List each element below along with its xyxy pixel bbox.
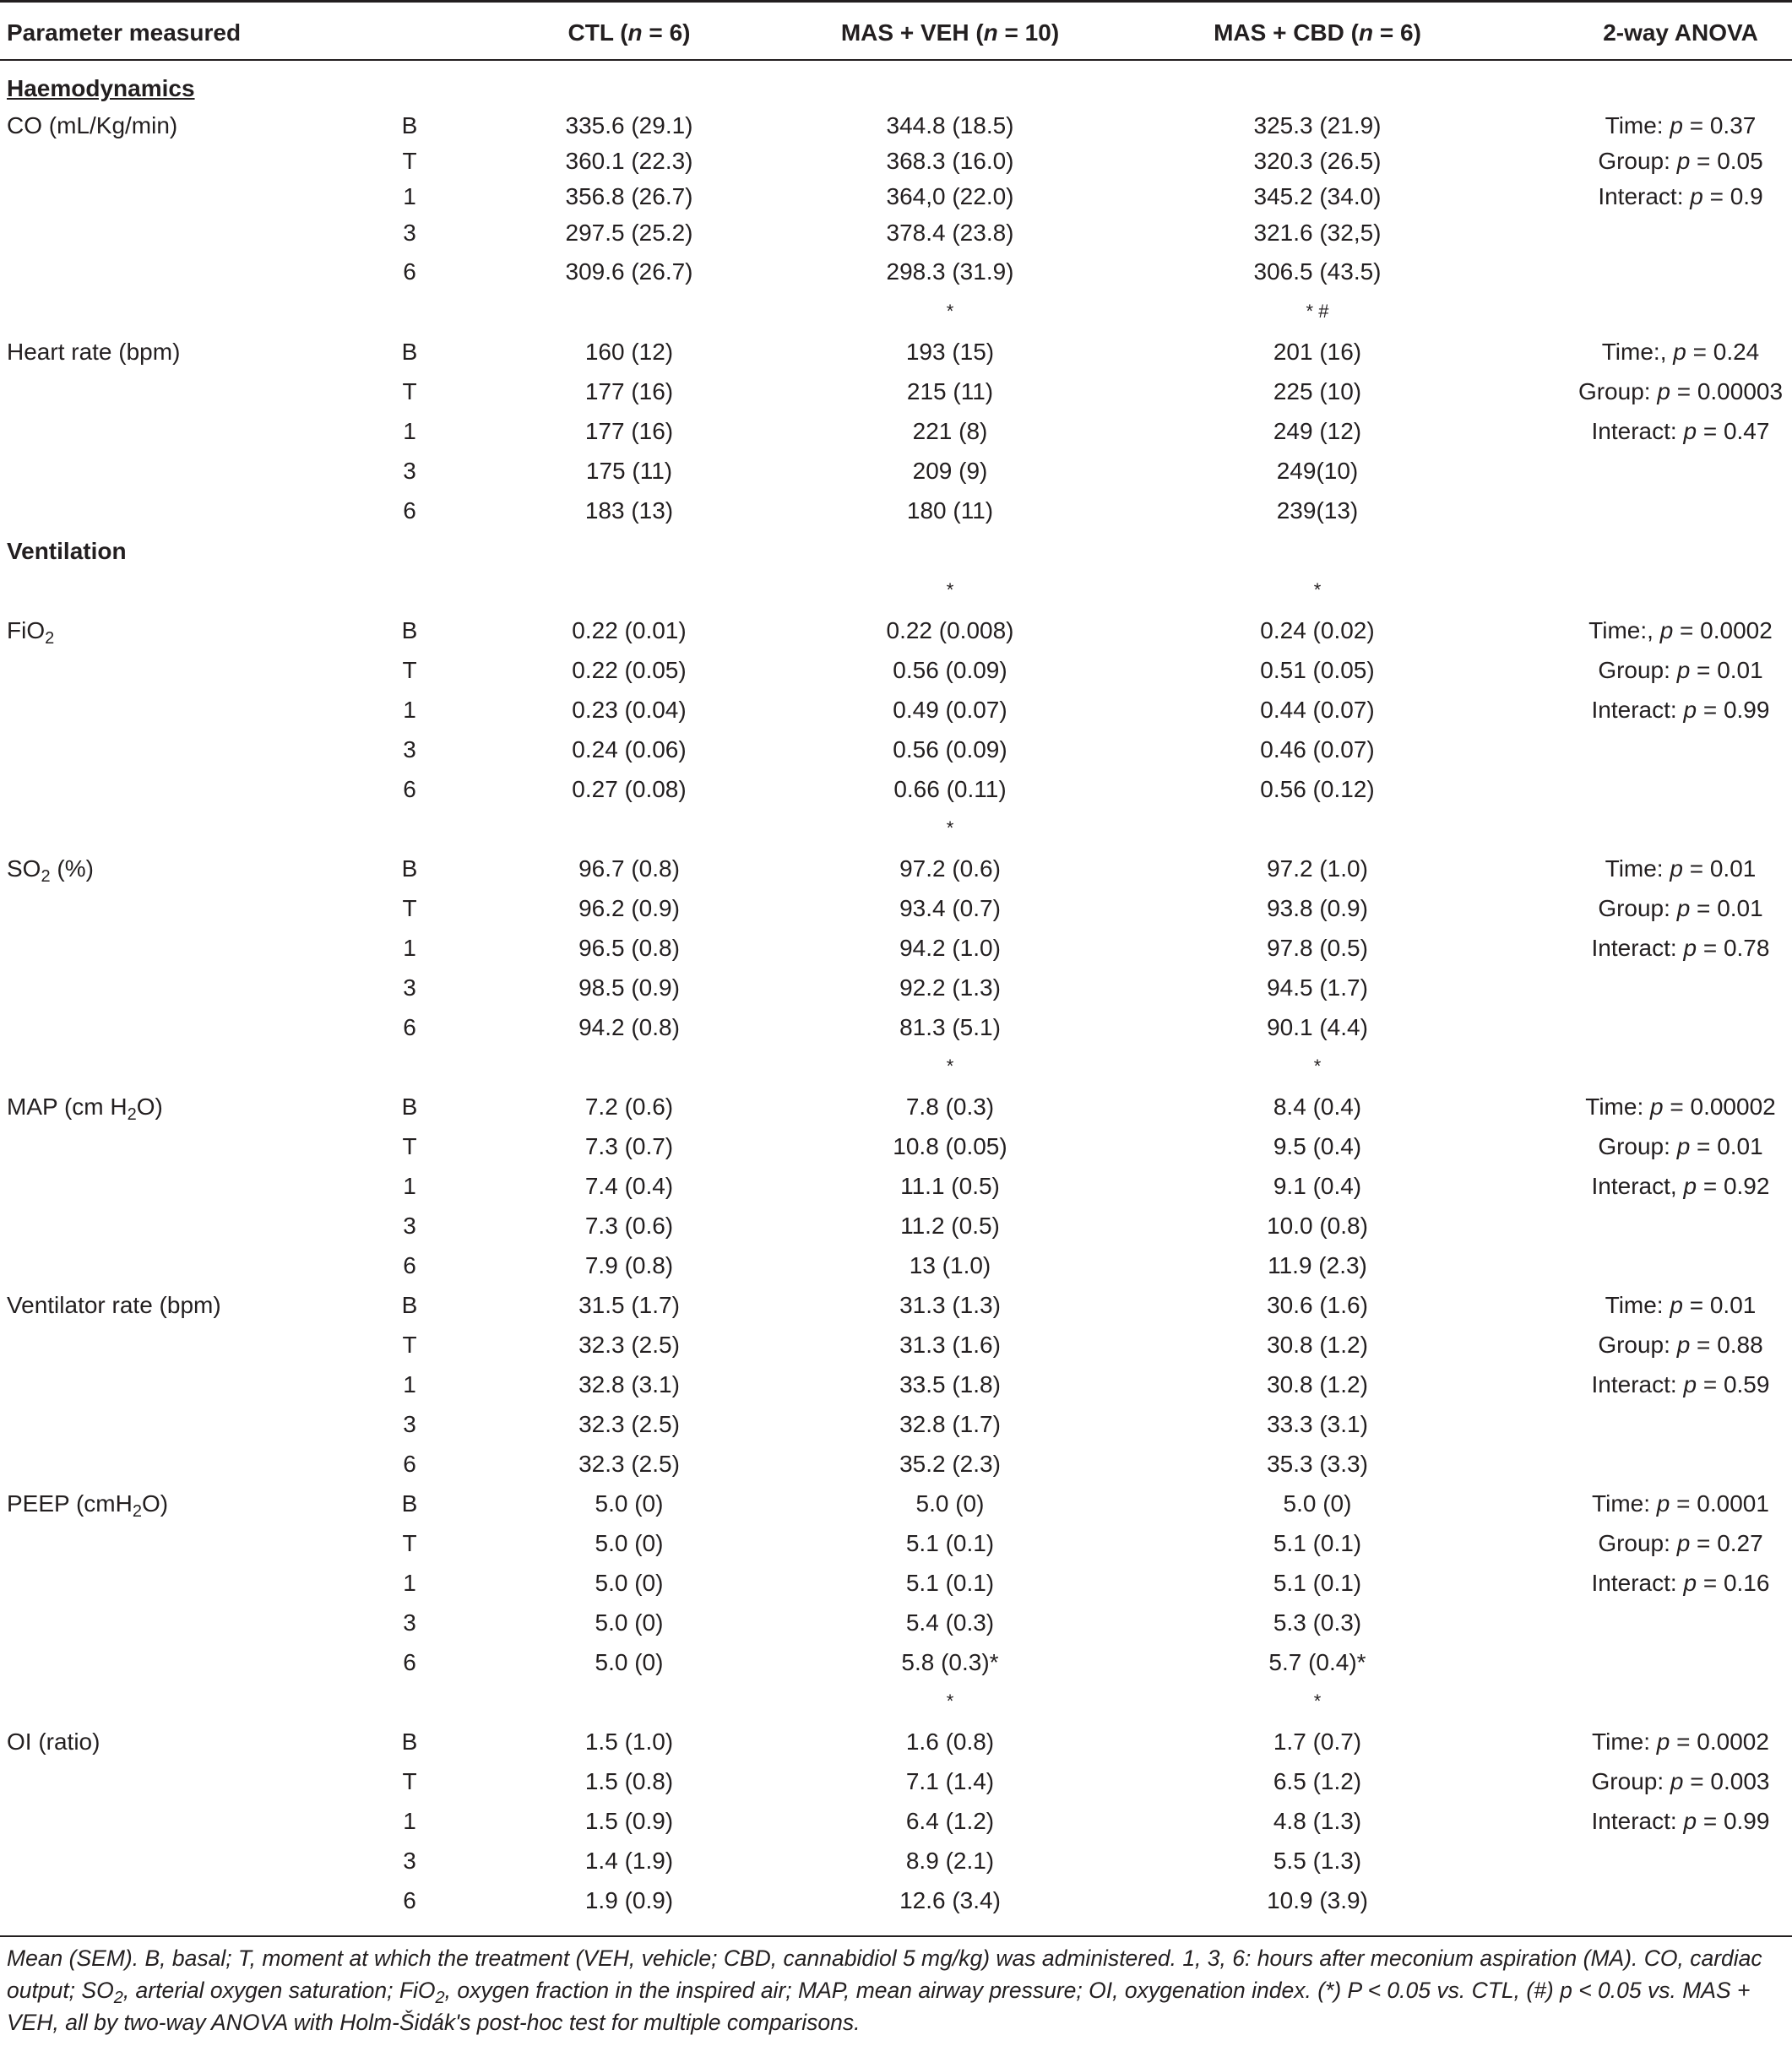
header-param: Parameter measured [7, 19, 242, 46]
timepoint-cell: B [401, 112, 418, 138]
anova-cell: Group: p = 0.27 [1598, 1530, 1763, 1556]
timepoint-cell: 1 [403, 697, 416, 723]
value-cell-cbd: 1.7 (0.7) [1273, 1729, 1362, 1755]
value-cell-ctl: 98.5 (0.9) [578, 974, 680, 1001]
value-cell-veh: 364,0 (22.0) [886, 183, 1014, 209]
value-cell-cbd: 8.4 (0.4) [1273, 1094, 1362, 1120]
value-cell-veh: 5.4 (0.3) [905, 1609, 995, 1636]
anova-cell: Group: p = 0.88 [1598, 1332, 1763, 1358]
timepoint-cell: 3 [403, 736, 416, 763]
value-cell-ctl: 177 (16) [584, 378, 674, 404]
timepoint-cell: 1 [403, 183, 416, 209]
value-cell-veh: 5.1 (0.1) [905, 1570, 995, 1596]
timepoint-cell: T [402, 148, 417, 174]
anova-cell: Interact: p = 0.59 [1591, 1371, 1770, 1397]
timepoint-cell: 6 [403, 258, 416, 285]
value-cell-ctl: 7.3 (0.6) [584, 1213, 674, 1239]
value-cell-veh: 92.2 (1.3) [899, 974, 1001, 1001]
value-cell-ctl: 31.5 (1.7) [578, 1292, 680, 1318]
anova-cell: Time: p = 0.01 [1605, 1292, 1757, 1318]
value-cell-cbd: 97.8 (0.5) [1267, 935, 1368, 961]
value-cell-cbd: 10.9 (3.9) [1267, 1887, 1368, 1913]
anova-cell: Time: p = 0.37 [1605, 112, 1757, 138]
anova-cell: Time:, p = 0.0002 [1588, 617, 1773, 643]
value-cell-cbd: 325.3 (21.9) [1253, 112, 1382, 138]
timepoint-cell: 1 [403, 1371, 416, 1397]
timepoint-cell: 6 [403, 1451, 416, 1477]
timepoint-cell: 3 [403, 1213, 416, 1239]
value-cell-veh: 193 (15) [905, 339, 995, 365]
value-cell-veh: 97.2 (0.6) [899, 855, 1001, 882]
value-cell-veh: 5.0 (0) [915, 1490, 985, 1517]
value-cell-ctl: 32.3 (2.5) [578, 1451, 680, 1477]
significance-mark: * [946, 1056, 954, 1077]
value-cell-cbd: 5.1 (0.1) [1273, 1530, 1362, 1556]
value-cell-veh: 33.5 (1.8) [899, 1371, 1001, 1397]
significance-mark: * [946, 817, 954, 838]
value-cell-cbd: 97.2 (1.0) [1267, 855, 1368, 882]
significance-mark: * [946, 1691, 954, 1712]
timepoint-cell: T [402, 1332, 417, 1358]
value-cell-ctl: 94.2 (0.8) [578, 1014, 680, 1040]
value-cell-veh: 11.1 (0.5) [900, 1173, 1000, 1199]
anova-cell: Time: p = 0.0002 [1592, 1729, 1769, 1755]
anova-cell: Group: p = 0.01 [1598, 1133, 1763, 1159]
value-cell-veh: 344.8 (18.5) [886, 112, 1014, 138]
value-cell-ctl: 7.3 (0.7) [584, 1133, 674, 1159]
top-rule [0, 0, 1792, 3]
value-cell-veh: 7.8 (0.3) [905, 1094, 995, 1120]
significance-mark: * [946, 579, 954, 600]
value-cell-veh: 13 (1.0) [909, 1252, 991, 1278]
value-cell-ctl: 1.9 (0.9) [584, 1887, 674, 1913]
value-cell-ctl: 1.5 (0.8) [584, 1768, 674, 1794]
value-cell-ctl: 0.23 (0.04) [572, 697, 687, 723]
header-ctl: CTL (n = 6) [567, 19, 691, 46]
timepoint-cell: 1 [403, 1173, 416, 1199]
value-cell-veh: 215 (11) [906, 378, 994, 404]
value-cell-cbd: 201 (16) [1273, 339, 1362, 365]
value-cell-veh: 0.66 (0.11) [893, 776, 1007, 802]
timepoint-cell: 6 [403, 776, 416, 802]
value-cell-veh: 378.4 (23.8) [886, 220, 1014, 246]
anova-cell: Interact: p = 0.9 [1598, 183, 1763, 209]
value-cell-veh: 0.49 (0.07) [893, 697, 1007, 723]
value-cell-ctl: 32.3 (2.5) [578, 1332, 680, 1358]
timepoint-cell: B [401, 339, 418, 365]
value-cell-ctl: 183 (13) [584, 497, 674, 524]
value-cell-cbd: 320.3 (26.5) [1253, 148, 1382, 174]
value-cell-ctl: 5.0 (0) [595, 1490, 664, 1517]
table-footnote: Mean (SEM). B, basal; T, moment at which the treatment (VEH, vehicle; CBD, cannabidiol 5 mg/kg) was administered. 1, 3, 6: hours after meconium aspiration (MA). CO, cardiac output; $SO_2$, arterial oxygen saturation; FiO$_2$, oxygen fraction in the inspired air; MAP, mean airway pressure; OI, oxygenation index. (*) P < 0.05 vs. CTL, (#) p < 0.05 vs. MAS + VEH, all by two-way ANOVA with Holm-Šidák's post-hoc test for multiple comparisons. [7, 1946, 1762, 2035]
value-cell-veh: 6.4 (1.2) [905, 1808, 995, 1834]
value-cell-ctl: 5.0 (0) [595, 1649, 664, 1675]
value-cell-ctl: 335.6 (29.1) [565, 112, 693, 138]
significance-mark: * # [1306, 301, 1329, 322]
timepoint-cell: 6 [403, 1887, 416, 1913]
value-cell-veh: 0.56 (0.09) [893, 657, 1007, 683]
value-cell-cbd: 30.8 (1.2) [1267, 1371, 1368, 1397]
value-cell-ctl: 5.0 (0) [595, 1570, 664, 1596]
timepoint-cell: 3 [403, 458, 416, 484]
timepoint-cell: 1 [403, 1570, 416, 1596]
value-cell-veh: 31.3 (1.6) [899, 1332, 1001, 1358]
value-cell-cbd: 5.7 (0.4)* [1268, 1649, 1366, 1675]
timepoint-cell: 3 [403, 1411, 416, 1437]
header-veh: MAS + VEH (n = 10) [840, 19, 1060, 46]
value-cell-cbd: 10.0 (0.8) [1267, 1213, 1368, 1239]
parameter-name: MAP (cm $H_2O$) [7, 1094, 163, 1124]
value-cell-cbd: 345.2 (34.0) [1253, 183, 1382, 209]
section-heading: Haemodynamics [7, 75, 195, 101]
value-cell-ctl: 32.8 (3.1) [578, 1371, 680, 1397]
value-cell-ctl: 0.27 (0.08) [572, 776, 687, 802]
value-cell-veh: 368.3 (16.0) [886, 148, 1014, 174]
significance-mark: * [946, 301, 954, 322]
timepoint-cell: T [402, 1768, 417, 1794]
timepoint-cell: B [401, 1729, 418, 1755]
timepoint-cell: T [402, 1133, 417, 1159]
timepoint-cell: 3 [403, 220, 416, 246]
value-cell-cbd: 5.1 (0.1) [1273, 1570, 1362, 1596]
value-cell-ctl: 309.6 (26.7) [565, 258, 693, 285]
timepoint-cell: B [401, 1094, 418, 1120]
parameter-name: $SO_2$ (%) [7, 855, 94, 886]
value-cell-ctl: 160 (12) [584, 339, 674, 365]
anova-cell: Group: p = 0.00003 [1578, 378, 1784, 404]
value-cell-veh: 5.1 (0.1) [905, 1530, 995, 1556]
value-cell-cbd: 30.6 (1.6) [1267, 1292, 1368, 1318]
value-cell-veh: 35.2 (2.3) [899, 1451, 1001, 1477]
value-cell-ctl: 0.22 (0.05) [572, 657, 687, 683]
value-cell-veh: 5.8 (0.3)* [901, 1649, 999, 1675]
timepoint-cell: 6 [403, 1252, 416, 1278]
timepoint-cell: 1 [403, 935, 416, 961]
value-cell-cbd: 9.5 (0.4) [1273, 1133, 1362, 1159]
value-cell-cbd: 306.5 (43.5) [1253, 258, 1382, 285]
value-cell-cbd: 0.44 (0.07) [1260, 697, 1375, 723]
value-cell-cbd: 11.9 (2.3) [1268, 1252, 1367, 1278]
value-cell-ctl: 1.4 (1.9) [584, 1848, 674, 1874]
anova-cell: Interact: p = 0.47 [1591, 418, 1770, 444]
parameter-name: Heart rate (bpm) [7, 339, 181, 365]
value-cell-ctl: 1.5 (0.9) [584, 1808, 674, 1834]
value-cell-ctl: 0.24 (0.06) [572, 736, 687, 763]
value-cell-cbd: 249(10) [1276, 458, 1359, 484]
value-cell-ctl: 177 (16) [584, 418, 674, 444]
value-cell-cbd: 30.8 (1.2) [1267, 1332, 1368, 1358]
header-cbd: MAS + CBD (n = 6) [1214, 19, 1421, 46]
value-cell-veh: 94.2 (1.0) [899, 935, 1001, 961]
anova-cell: Time:, p = 0.24 [1601, 339, 1760, 365]
timepoint-cell: B [401, 617, 418, 643]
value-cell-cbd: 90.1 (4.4) [1267, 1014, 1368, 1040]
value-cell-ctl: 297.5 (25.2) [565, 220, 693, 246]
anova-cell: Time: p = 0.0001 [1592, 1490, 1769, 1517]
anova-cell: Interact: p = 0.78 [1591, 935, 1770, 961]
parameter-name: CO (mL/Kg/min) [7, 112, 178, 138]
timepoint-cell: T [402, 657, 417, 683]
timepoint-cell: T [402, 378, 417, 404]
value-cell-cbd: 33.3 (3.1) [1267, 1411, 1368, 1437]
value-cell-ctl: 356.8 (26.7) [565, 183, 693, 209]
anova-cell: Group: p = 0.01 [1598, 895, 1763, 921]
value-cell-cbd: 9.1 (0.4) [1273, 1173, 1362, 1199]
value-cell-cbd: 0.56 (0.12) [1260, 776, 1375, 802]
value-cell-ctl: 7.2 (0.6) [584, 1094, 674, 1120]
value-cell-cbd: 94.5 (1.7) [1267, 974, 1368, 1001]
value-cell-veh: 0.22 (0.008) [886, 617, 1014, 643]
timepoint-cell: T [402, 895, 417, 921]
value-cell-ctl: 96.7 (0.8) [578, 855, 680, 882]
value-cell-ctl: 96.5 (0.8) [578, 935, 680, 961]
significance-mark: * [1313, 1056, 1322, 1077]
anova-cell: Interact: p = 0.99 [1591, 1808, 1770, 1834]
value-cell-veh: 221 (8) [912, 418, 988, 444]
value-cell-ctl: 360.1 (22.3) [565, 148, 693, 174]
value-cell-veh: 81.3 (5.1) [899, 1014, 1001, 1040]
anova-cell: Interact: p = 0.99 [1591, 697, 1770, 723]
value-cell-cbd: 321.6 (32,5) [1253, 220, 1382, 246]
value-cell-cbd: 0.51 (0.05) [1260, 657, 1375, 683]
value-cell-veh: 10.8 (0.05) [893, 1133, 1007, 1159]
value-cell-veh: 209 (9) [912, 458, 988, 484]
header-rule [0, 59, 1792, 61]
parameter-name: FiO$_2$ [7, 617, 55, 648]
value-cell-veh: 180 (11) [906, 497, 994, 524]
value-cell-cbd: 6.5 (1.2) [1273, 1768, 1362, 1794]
value-cell-cbd: 4.8 (1.3) [1273, 1808, 1362, 1834]
value-cell-ctl: 96.2 (0.9) [578, 895, 680, 921]
value-cell-ctl: 175 (11) [585, 458, 673, 484]
value-cell-cbd: 93.8 (0.9) [1267, 895, 1368, 921]
value-cell-ctl: 5.0 (0) [595, 1609, 664, 1636]
timepoint-cell: B [401, 855, 418, 882]
timepoint-cell: 1 [403, 418, 416, 444]
value-cell-veh: 93.4 (0.7) [899, 895, 1001, 921]
timepoint-cell: 6 [403, 497, 416, 524]
anova-cell: Interact, p = 0.92 [1591, 1173, 1770, 1199]
value-cell-veh: 31.3 (1.3) [899, 1292, 1001, 1318]
parameter-name: OI (ratio) [7, 1729, 100, 1755]
timepoint-cell: B [401, 1490, 418, 1517]
anova-cell: Interact: p = 0.16 [1591, 1570, 1770, 1596]
timepoint-cell: 3 [403, 974, 416, 1001]
parameter-name: Ventilator rate (bpm) [7, 1292, 221, 1318]
value-cell-veh: 0.56 (0.09) [893, 736, 1007, 763]
section-heading: Ventilation [7, 538, 127, 564]
timepoint-cell: 6 [403, 1649, 416, 1675]
value-cell-ctl: 32.3 (2.5) [578, 1411, 680, 1437]
value-cell-veh: 1.6 (0.8) [905, 1729, 995, 1755]
anova-cell: Group: p = 0.05 [1598, 148, 1763, 174]
value-cell-veh: 32.8 (1.7) [899, 1411, 1001, 1437]
value-cell-cbd: 0.46 (0.07) [1260, 736, 1375, 763]
value-cell-cbd: 0.24 (0.02) [1260, 617, 1375, 643]
timepoint-cell: 3 [403, 1609, 416, 1636]
value-cell-veh: 8.9 (2.1) [905, 1848, 995, 1874]
anova-cell: Group: p = 0.01 [1598, 657, 1763, 683]
value-cell-cbd: 5.3 (0.3) [1273, 1609, 1362, 1636]
value-cell-veh: 12.6 (3.4) [899, 1887, 1001, 1913]
value-cell-veh: 7.1 (1.4) [905, 1768, 995, 1794]
value-cell-cbd: 35.3 (3.3) [1267, 1451, 1368, 1477]
bottom-rule [0, 1935, 1792, 1937]
timepoint-cell: 1 [403, 1808, 416, 1834]
timepoint-cell: T [402, 1530, 417, 1556]
anova-cell: Group: p = 0.003 [1591, 1768, 1770, 1794]
value-cell-veh: 298.3 (31.9) [886, 258, 1014, 285]
value-cell-veh: 11.2 (0.5) [900, 1213, 1000, 1239]
value-cell-ctl: 0.22 (0.01) [572, 617, 687, 643]
value-cell-cbd: 239(13) [1276, 497, 1359, 524]
value-cell-ctl: 7.4 (0.4) [584, 1173, 674, 1199]
anova-cell: Time: p = 0.00002 [1585, 1094, 1776, 1120]
header-anova: 2-way ANOVA [1603, 19, 1758, 46]
significance-mark: * [1313, 1691, 1322, 1712]
parameter-name: PEEP (cmH$_2$O) [7, 1490, 169, 1521]
value-cell-cbd: 5.5 (1.3) [1273, 1848, 1362, 1874]
timepoint-cell: 6 [403, 1014, 416, 1040]
significance-mark: * [1313, 579, 1322, 600]
timepoint-cell: 3 [403, 1848, 416, 1874]
value-cell-ctl: 1.5 (1.0) [584, 1729, 674, 1755]
value-cell-cbd: 225 (10) [1273, 378, 1362, 404]
value-cell-ctl: 5.0 (0) [595, 1530, 664, 1556]
value-cell-cbd: 5.0 (0) [1283, 1490, 1352, 1517]
timepoint-cell: B [401, 1292, 418, 1318]
value-cell-cbd: 249 (12) [1273, 418, 1362, 444]
value-cell-ctl: 7.9 (0.8) [584, 1252, 674, 1278]
anova-cell: Time: p = 0.01 [1605, 855, 1757, 882]
